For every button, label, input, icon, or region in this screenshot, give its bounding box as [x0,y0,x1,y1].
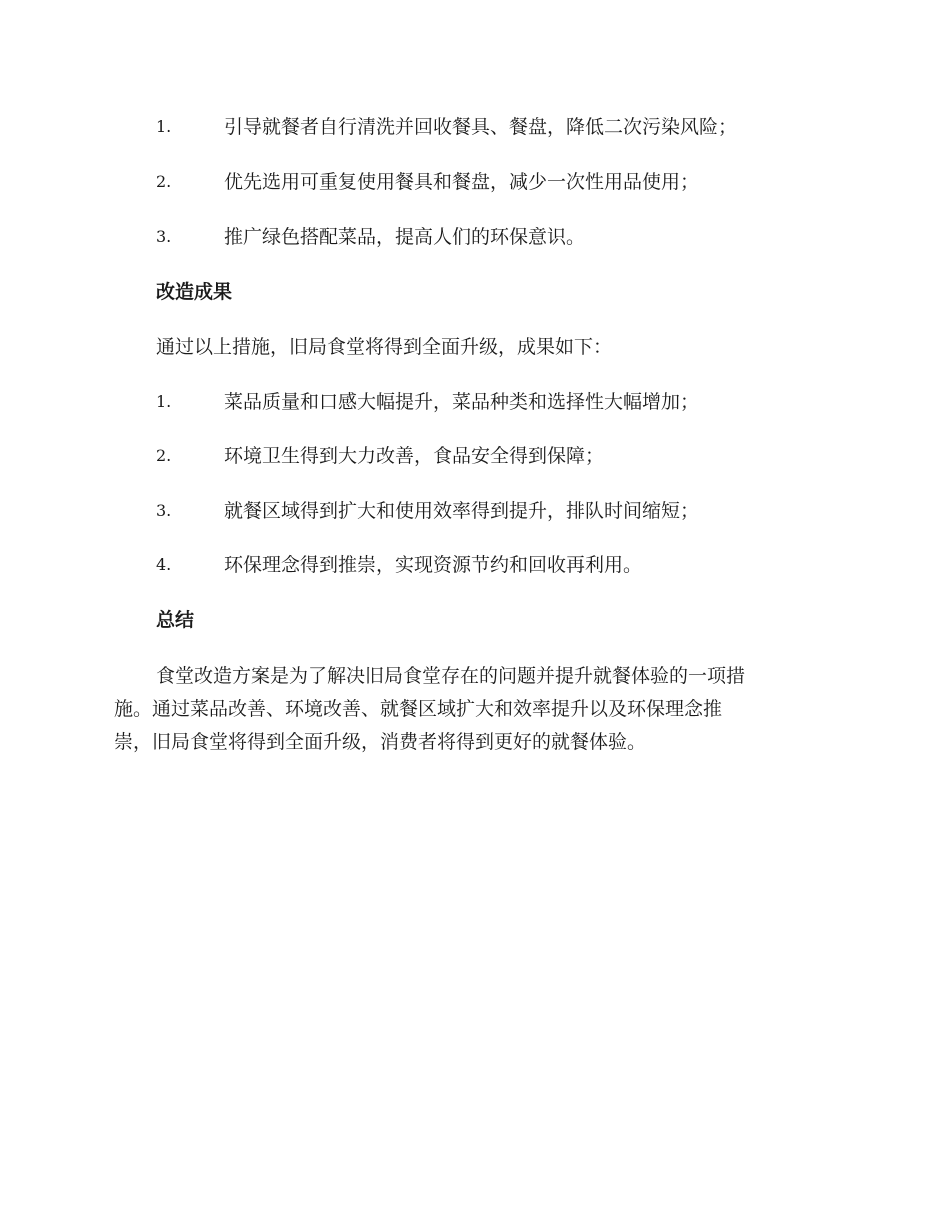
summary-line: 崇，旧局食堂将得到全面升级，消费者将得到更好的就餐体验。 [114,731,647,753]
list-text: 推广绿色搭配菜品，提高人们的环保意识。 [224,226,586,248]
summary-line: 食堂改造方案是为了解决旧局食堂存在的问题并提升就餐体验的一项措 [156,665,746,687]
list-item [0,222,950,252]
list-item [0,496,950,526]
list-number: 1. [156,117,172,136]
list-number: 2. [156,446,172,465]
list-item [0,550,950,580]
list-number: 2. [156,172,172,191]
list-item [0,441,950,471]
list-number: 1. [156,392,172,411]
list-text: 菜品质量和口感大幅提升，菜品种类和选择性大幅增加； [224,391,700,413]
list-text: 就餐区域得到扩大和使用效率得到提升，排队时间缩短； [224,500,700,522]
list-item [0,112,950,142]
list-item [0,387,950,417]
list-text: 优先选用可重复使用餐具和餐盘，减少一次性用品使用； [224,171,700,193]
section-heading-results: 改造成果 [156,281,233,303]
list-text: 环保理念得到推崇，实现资源节约和回收再利用。 [224,554,643,576]
list-text: 环境卫生得到大力改善，食品安全得到保障； [224,445,605,467]
summary-line: 施。通过菜品改善、环境改善、就餐区域扩大和效率提升以及环保理念推 [114,698,723,720]
summary-paragraph [114,660,838,759]
list-item [0,167,950,197]
section-heading-summary: 总结 [156,609,195,631]
list-number: 4. [156,555,172,574]
list-number: 3. [156,501,172,520]
results-intro: 通过以上措施，旧局食堂将得到全面升级，成果如下： [156,336,613,358]
list-text: 引导就餐者自行清洗并回收餐具、餐盘，降低二次污染风险； [224,116,738,138]
list-number: 3. [156,227,172,246]
